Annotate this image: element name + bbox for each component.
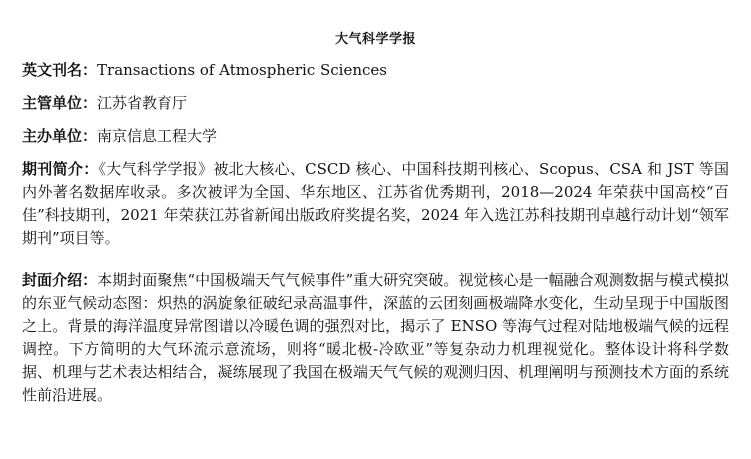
supervisor-label: 主管单位： [22,94,98,112]
cover-text: 本期封面聚焦“中国极端天气气候事件”重大研究突破。视觉核心是一幅融合观测数据与模式模拟的东亚气候动态图：炽热的涡旋象征破纪录高温事件，深蓝的云团刻画极端降水变化，生动呈现于中国版图之上。背景的海洋温度异常图谱以冷暖色调的强烈对比，揭示了 ENSO 等海气过程对陆地极端气候的远程调控。下方简明的大气环流示意流场，则将“暖北极-冷欧亚”等复杂动力机理视觉化。整体设计将科学数据、机理与艺术表达相结合，凝练展现了我国在极端天气气候的观测归因、机理阐明与预测技术方面的系统性前沿进展。 [22,271,729,404]
supervisor-value: 江苏省教育厅 [97,94,188,112]
cover-introduction [22,269,729,407]
journal-introduction [22,158,729,250]
sponsor-value: 南京信息工程大学 [97,127,218,145]
journal-title: 大气科学学报 [334,32,416,47]
introduction-text: 《大气科学学报》被北大核心、CSCD 核心、中国科技期刊核心、Scopus、CSA 和 JST 等国内外著名数据库收录。多次被评为全国、华东地区、江苏省优秀期刊，2018—2024 年荣获中国高校“百佳”科技期刊，2021 年荣获江苏省新闻出版政府奖提名奖，2024 年入选江苏科技期刊卓越行动计划“领军期刊”项目等。 [22,160,729,247]
english-name-row [22,60,729,80]
supervisor-row [22,93,729,113]
sponsor-label: 主办单位： [22,127,98,145]
cover-label: 封面介绍： [22,271,98,289]
introduction-label: 期刊简介： [22,160,99,178]
english-name-value: Transactions of Atmospheric Sciences [97,61,387,79]
sponsor-row [22,126,729,146]
english-name-label: 英文刊名： [22,61,98,79]
